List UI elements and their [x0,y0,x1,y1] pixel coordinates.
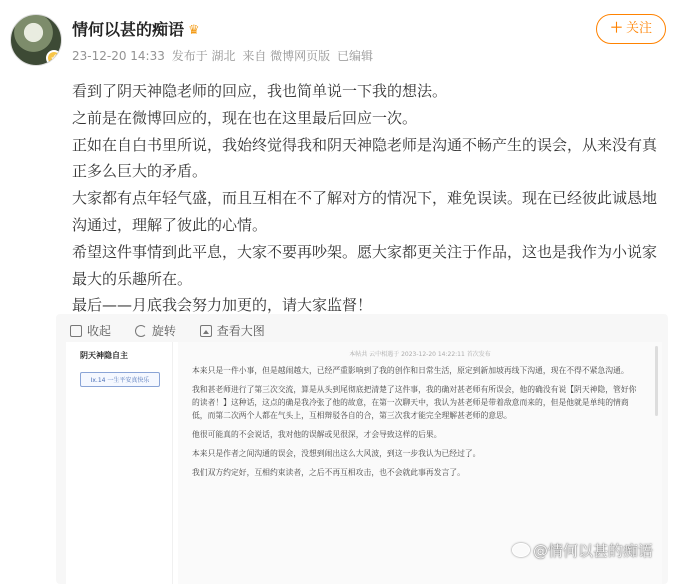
screenshot-paragraph: 我和甚老师进行了第三次交流，算是从头到尾彻底把清楚了这件事，我的确对甚老师有所误会，他的确没有说【阴天神隐，管好你的读者！】这种话，这点的确是我冷张了他的故意，在第一次聊天中，我认为甚老师是带着敌意而来的，但是他就是单纯的情商低，而第二次两个人都在气头上，互相辩驳各自的合，第三次我才能完全理解甚老师的意思。 [192,385,637,420]
follow-label: 关注 [626,21,653,36]
rotate-icon [135,325,147,337]
username[interactable]: 情何以甚的痴语 [72,20,185,39]
image-toolbar [70,322,285,340]
post-paragraph: 看到了阴天神隐老师的回应，我也简单说一下我的想法。 [72,82,448,100]
collapse-button[interactable] [70,322,111,339]
post-paragraph: 大家都有点年轻气盛，而且互相在不了解对方的情况下，难免误读。现在已经彼此诚恳地沟通过，理解了彼此的心情。 [72,189,658,234]
username-line [72,17,200,40]
verified-badge-icon: ✓ [46,50,62,66]
post-time[interactable]: 23-12-20 14:33 [72,49,165,63]
screenshot-scrollbar [655,346,658,416]
screenshot-sidebar [66,342,173,584]
post-location: 发布于 湖北 [171,49,236,63]
avatar[interactable] [10,14,62,66]
watermark-text: @情何以甚的痴语 [533,542,654,560]
weibo-logo-icon [512,543,530,557]
watermark [512,540,653,561]
post-paragraph: 正如在自白书里所说，我始终觉得我和阴天神隐老师是沟通不畅产生的误会，从来没有真正多么巨大的矛盾。 [72,135,658,181]
screenshot-paragraph: 他很可能真的不会说话，我对他的误解或见很深，才会导致这样的后果。 [192,430,442,439]
post-meta [72,47,376,64]
plus-icon: ＋ [609,21,623,36]
post-paragraph: 希望这件事情到此平息，大家不要再吵架。愿大家都更关注于作品，这也是我作为小说家最大的乐趣所在。 [72,242,658,288]
screenshot-header: 本帖共 云中相遇于 2023-12-20 14:22:11 首次发布 [349,351,491,358]
post-edited[interactable]: 已编辑 [337,49,374,63]
image-icon [200,325,212,337]
post-paragraph: 最后——月底我会努力加更的，请大家监督！ [72,296,373,315]
collapse-label: 收起 [87,324,112,338]
view-large-button[interactable] [200,322,265,339]
screenshot-paragraph: 我们双方约定好，互相约束读者，之后不再互相攻击，也不会就此事再发言了。 [192,468,465,477]
post-source[interactable]: 来自 微博网页版 [242,49,331,63]
screenshot-paragraph: 本来只是作者之间沟通的误会，没想到闹出这么大风波，到这一步我认为已经过了。 [192,449,481,458]
screenshot-sidebar-title: 阴天神隐自主 [80,351,128,360]
post-content [72,78,670,319]
rotate-button[interactable] [135,322,176,339]
follow-button[interactable] [596,14,666,44]
rotate-label: 旋转 [151,324,176,338]
crown-icon: ♛ [188,23,200,38]
screenshot-sidebar-button: Ix.14 一生平安真快乐 [80,372,160,387]
screenshot-text [192,364,642,485]
view-large-label: 查看大图 [216,324,265,338]
screenshot-paragraph: 本来只是一件小事，但是越闹越大，已经严重影响到了我的创作和日常生活，原定到新加坡再线下沟通，现在不得不紧急沟通。 [192,366,629,375]
post-paragraph: 之前是在微博回应的，现在也在这里最后回应一次。 [72,108,418,127]
collapse-icon [70,325,82,337]
